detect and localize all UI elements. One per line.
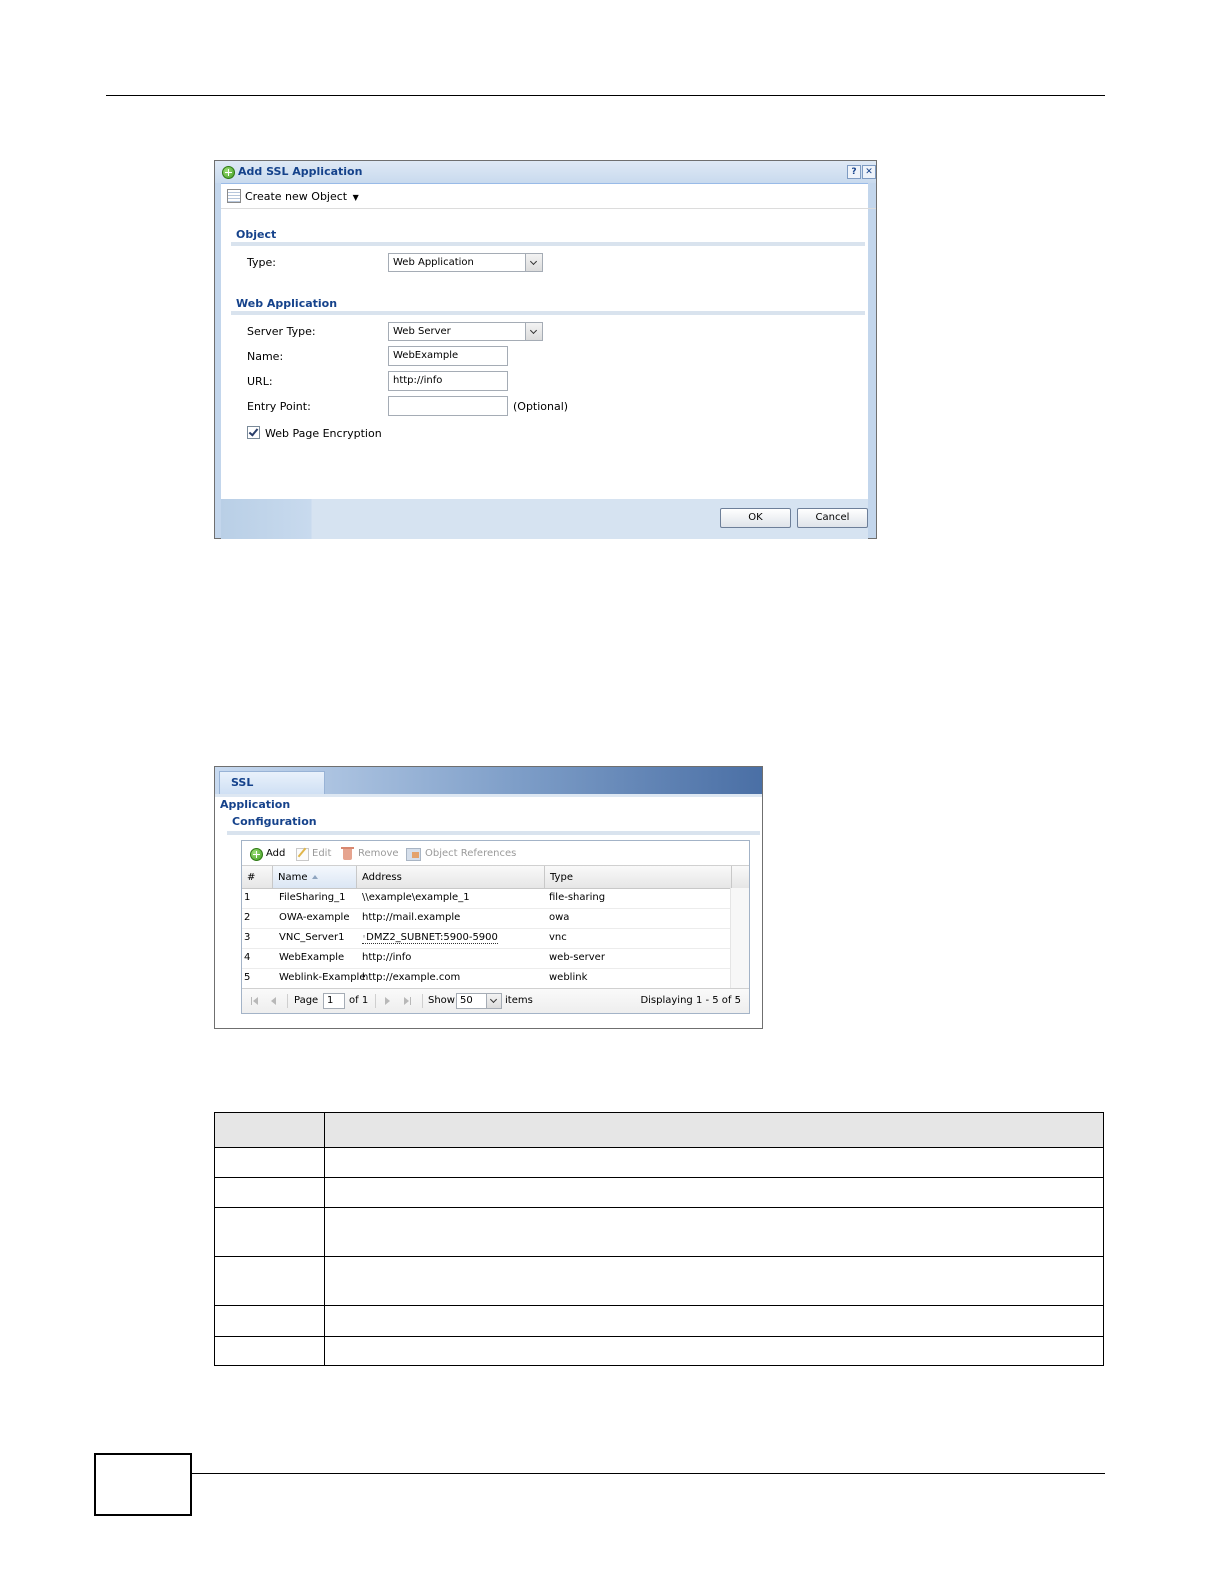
add-circle-icon <box>222 166 235 179</box>
row-address: http://example.com <box>362 972 461 983</box>
web-page-encryption-checkbox[interactable] <box>247 426 260 439</box>
table-cell <box>325 1257 1104 1306</box>
next-page-icon[interactable] <box>385 997 390 1005</box>
entry-point-label: Entry Point: <box>247 400 311 413</box>
ssl-application-table <box>241 840 750 1014</box>
chevron-down-icon <box>530 327 537 334</box>
url-input[interactable]: http://info <box>388 371 508 391</box>
row-name: VNC_Server1 <box>279 932 345 943</box>
column-header-number[interactable]: # <box>242 866 273 888</box>
table-row[interactable] <box>242 908 731 929</box>
row-type: vnc <box>549 932 567 943</box>
column-header-name-label: Name <box>278 872 308 883</box>
table-pager <box>242 988 749 1013</box>
pager-separator <box>375 994 376 1008</box>
row-address-text: DMZ2_SUBNET:5900-5900 <box>366 932 498 943</box>
table-cell <box>325 1148 1104 1178</box>
show-label: Show <box>428 995 455 1006</box>
add-label: Add <box>266 848 286 859</box>
create-new-object-menu[interactable] <box>245 190 359 203</box>
edit-pencil-icon <box>296 848 309 861</box>
table-row[interactable] <box>242 928 731 949</box>
dialog-toolbar <box>221 184 876 209</box>
object-references-label: Object References <box>425 848 517 859</box>
type-label: Type: <box>247 256 276 269</box>
sort-ascending-icon <box>312 875 318 879</box>
dialog-left-border <box>215 183 221 538</box>
table-scrollbar[interactable] <box>730 888 749 988</box>
page-number-box <box>94 1453 192 1516</box>
row-number: 3 <box>244 932 251 943</box>
displaying-count: Displaying 1 - 5 of 5 <box>640 995 741 1006</box>
optional-hint: (Optional) <box>513 400 569 413</box>
trash-icon <box>343 849 352 860</box>
web-application-section-bar <box>231 311 865 315</box>
table-header-row <box>215 1113 1104 1148</box>
panel-header-rule <box>215 794 762 797</box>
page-size-value: 50 <box>460 995 473 1006</box>
help-button[interactable]: ? <box>847 165 861 179</box>
table-cell <box>325 1306 1104 1337</box>
table-toolbar <box>242 841 749 865</box>
row-address: http://info <box>362 952 412 963</box>
tab-ssl-application[interactable]: SSL Application <box>219 771 325 794</box>
page-count-label: of 1 <box>349 995 369 1006</box>
row-number: 4 <box>244 952 251 963</box>
pager-separator <box>422 994 423 1008</box>
table-row <box>215 1148 1104 1178</box>
row-address: \\example\example_1 <box>362 892 470 903</box>
table-row[interactable] <box>242 968 731 988</box>
items-label: items <box>505 995 533 1006</box>
table-row <box>215 1306 1104 1337</box>
entry-point-input[interactable] <box>388 396 508 416</box>
chevron-down-icon <box>490 996 497 1003</box>
table-cell <box>215 1178 325 1208</box>
object-section-bar <box>231 242 865 246</box>
add-circle-icon <box>250 848 263 861</box>
type-select-arrow[interactable] <box>525 254 542 271</box>
dialog-title: Add SSL Application <box>238 165 363 178</box>
first-page-bar <box>251 997 252 1005</box>
table-row <box>215 1257 1104 1306</box>
description-table <box>214 1112 1104 1366</box>
table-row[interactable] <box>242 888 731 909</box>
server-type-label: Server Type: <box>247 325 316 338</box>
checkmark-icon <box>249 426 259 436</box>
row-name: FileSharing_1 <box>279 892 346 903</box>
table-cell <box>325 1208 1104 1257</box>
server-type-select-value: Web Server <box>393 326 451 337</box>
table-cell <box>215 1208 325 1257</box>
cancel-button[interactable]: Cancel <box>797 508 868 528</box>
remove-label: Remove <box>358 848 399 859</box>
name-input[interactable]: WebExample <box>388 346 508 366</box>
table-cell <box>215 1306 325 1337</box>
configuration-section-bar <box>227 831 760 835</box>
table-row[interactable] <box>242 948 731 969</box>
table-cell <box>325 1337 1104 1366</box>
row-type: weblink <box>549 972 588 983</box>
row-type: file-sharing <box>549 892 606 903</box>
ssl-application-panel <box>214 766 763 1029</box>
page-size-select[interactable] <box>456 993 502 1009</box>
url-label: URL: <box>247 375 273 388</box>
chevron-down-icon <box>530 258 537 265</box>
page-size-arrow[interactable] <box>486 994 501 1008</box>
web-page-encryption-label: Web Page Encryption <box>265 427 382 440</box>
menu-arrow-icon: ▼ <box>352 193 359 202</box>
previous-page-icon[interactable] <box>271 997 276 1005</box>
header-cell-description <box>325 1113 1104 1148</box>
table-cell <box>325 1178 1104 1208</box>
configuration-section-title: Configuration <box>232 815 317 828</box>
add-ssl-application-dialog <box>214 160 877 539</box>
table-cell <box>215 1148 325 1178</box>
row-type: web-server <box>549 952 605 963</box>
type-select-value: Web Application <box>393 257 474 268</box>
object-link-icon: ◦ <box>362 933 367 941</box>
table-header <box>242 865 749 889</box>
column-header-type[interactable]: Type <box>545 866 732 888</box>
server-type-select[interactable] <box>388 322 543 341</box>
dialog-footer <box>221 499 868 539</box>
panel-header <box>215 767 762 811</box>
server-type-select-arrow[interactable] <box>525 323 542 340</box>
object-references-icon <box>406 848 421 861</box>
ok-button[interactable]: OK <box>720 508 791 528</box>
web-application-section-title: Web Application <box>236 297 338 310</box>
name-label: Name: <box>247 350 284 363</box>
type-select[interactable] <box>388 253 543 272</box>
row-name: Weblink-Example <box>279 972 366 983</box>
column-header-address[interactable]: Address <box>357 866 545 888</box>
create-new-object-label: Create new Object <box>245 190 348 203</box>
row-number: 5 <box>244 972 251 983</box>
row-name: WebExample <box>279 952 345 963</box>
table-row <box>215 1178 1104 1208</box>
row-address[interactable] <box>362 932 498 944</box>
object-list-icon <box>227 189 241 203</box>
table-row <box>215 1208 1104 1257</box>
page-label: Page <box>294 995 319 1006</box>
last-page-bar <box>410 997 411 1005</box>
row-type: owa <box>549 912 570 923</box>
footer-rule <box>192 1473 1105 1474</box>
last-page-icon[interactable] <box>404 997 409 1005</box>
page-number-input[interactable]: 1 <box>323 993 345 1009</box>
row-address: http://mail.example <box>362 912 461 923</box>
dialog-right-border <box>868 183 876 538</box>
header-rule <box>106 95 1105 96</box>
header-cell-label <box>215 1113 325 1148</box>
row-number: 2 <box>244 912 251 923</box>
object-section-title: Object <box>236 228 277 241</box>
dialog-titlebar <box>215 161 876 184</box>
table-cell <box>215 1337 325 1366</box>
table-cell <box>215 1257 325 1306</box>
table-row <box>215 1337 1104 1366</box>
pager-separator <box>287 994 288 1008</box>
edit-label: Edit <box>312 848 332 859</box>
row-name: OWA-example <box>279 912 350 923</box>
close-button[interactable]: ✕ <box>862 165 876 179</box>
row-number: 1 <box>244 892 251 903</box>
first-page-icon[interactable] <box>253 997 258 1005</box>
column-header-name[interactable] <box>273 866 357 888</box>
